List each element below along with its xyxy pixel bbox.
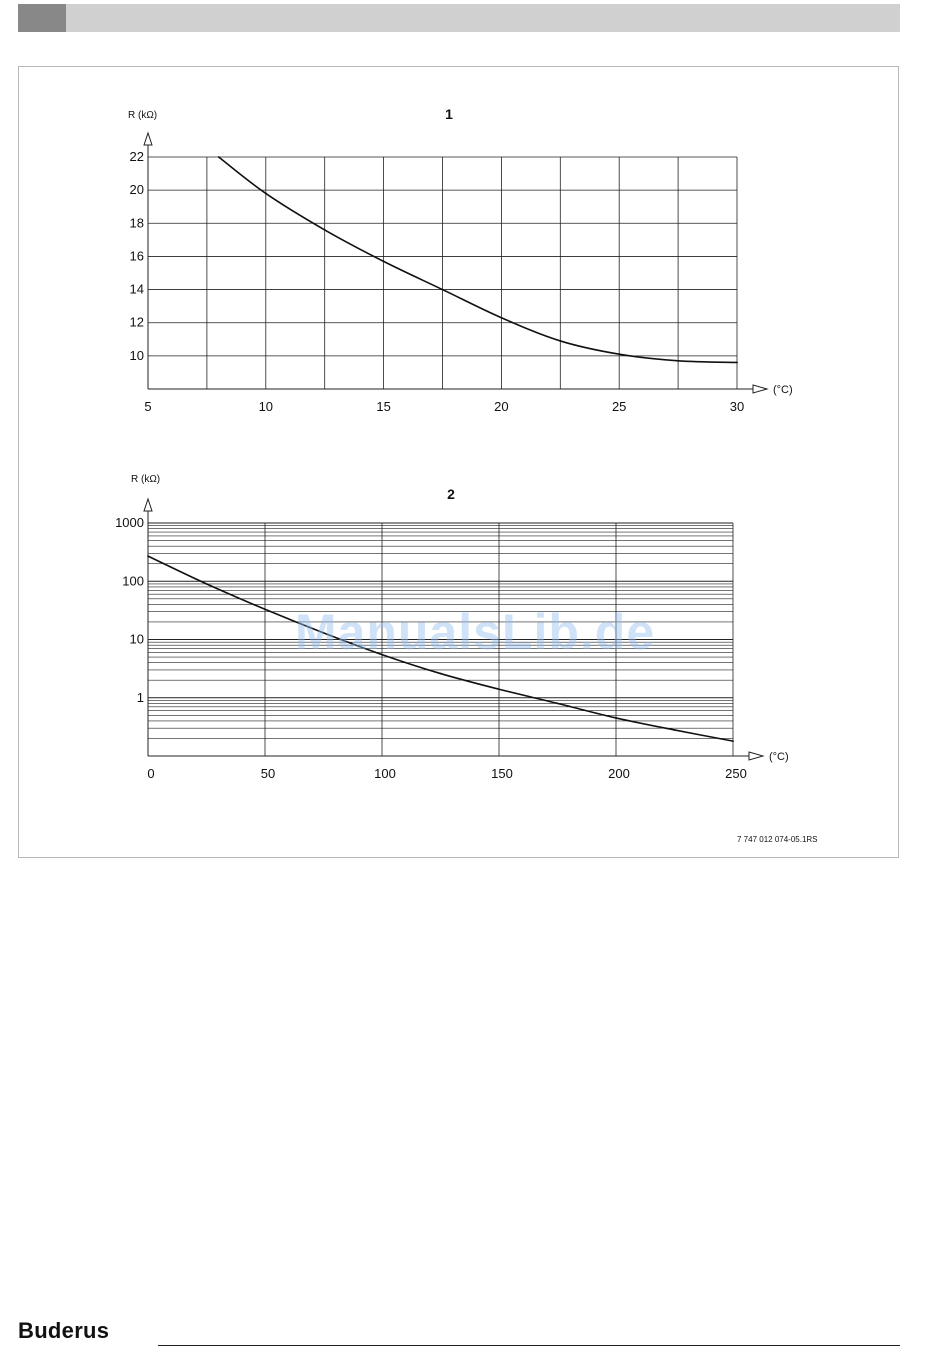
- y-axis-label: R (kΩ): [128, 110, 158, 121]
- data-point: [615, 717, 617, 719]
- data-point: [440, 673, 442, 675]
- y-tick-label: 10: [129, 631, 144, 647]
- data-point: [557, 702, 559, 704]
- x-tick-label: 15: [376, 399, 391, 414]
- y-tick-label: 18: [129, 215, 144, 231]
- chart-number-label: 2: [447, 486, 455, 502]
- y-tick-label: 100: [122, 573, 144, 589]
- x-tick-label: 20: [494, 399, 509, 414]
- data-point: [498, 688, 500, 690]
- y-tick-label: 22: [129, 149, 144, 164]
- x-tick-label: 100: [374, 766, 396, 781]
- x-tick-label: 10: [258, 399, 274, 414]
- x-tick-label: 250: [725, 766, 747, 781]
- y-tick-label: 1: [136, 689, 144, 705]
- data-point: [732, 740, 734, 742]
- y-tick-label: 10: [129, 347, 144, 363]
- footer-divider: [158, 1345, 900, 1346]
- x-tick-label: 25: [611, 399, 627, 414]
- x-tick-label: 0: [147, 766, 155, 781]
- y-tick-label: 16: [129, 248, 144, 264]
- x-axis-arrow: [749, 752, 763, 760]
- x-tick-label: 200: [608, 766, 630, 781]
- y-tick-label: 20: [129, 182, 144, 198]
- x-tick-label: 30: [729, 399, 745, 414]
- y-tick-label: 1000: [115, 515, 144, 530]
- x-tick-label: 5: [144, 399, 152, 414]
- document-reference: 7 747 012 074-05.1RS: [737, 835, 818, 844]
- watermark: ManualsLib.de: [294, 604, 656, 660]
- y-tick-label: 12: [129, 314, 144, 330]
- y-axis-label: R (kΩ): [131, 474, 161, 485]
- x-tick-label: 150: [491, 766, 513, 781]
- x-axis-label: (°C): [769, 751, 789, 763]
- brand-logo: Buderus: [18, 1318, 110, 1343]
- data-point: [147, 555, 149, 557]
- data-point: [206, 583, 208, 585]
- x-axis-label: (°C): [773, 384, 793, 396]
- data-point: [674, 729, 676, 731]
- y-axis-arrow: [144, 499, 152, 511]
- chart-number-label: 1: [445, 106, 453, 122]
- x-tick-label: 50: [260, 766, 276, 781]
- y-tick-label: 14: [129, 281, 144, 297]
